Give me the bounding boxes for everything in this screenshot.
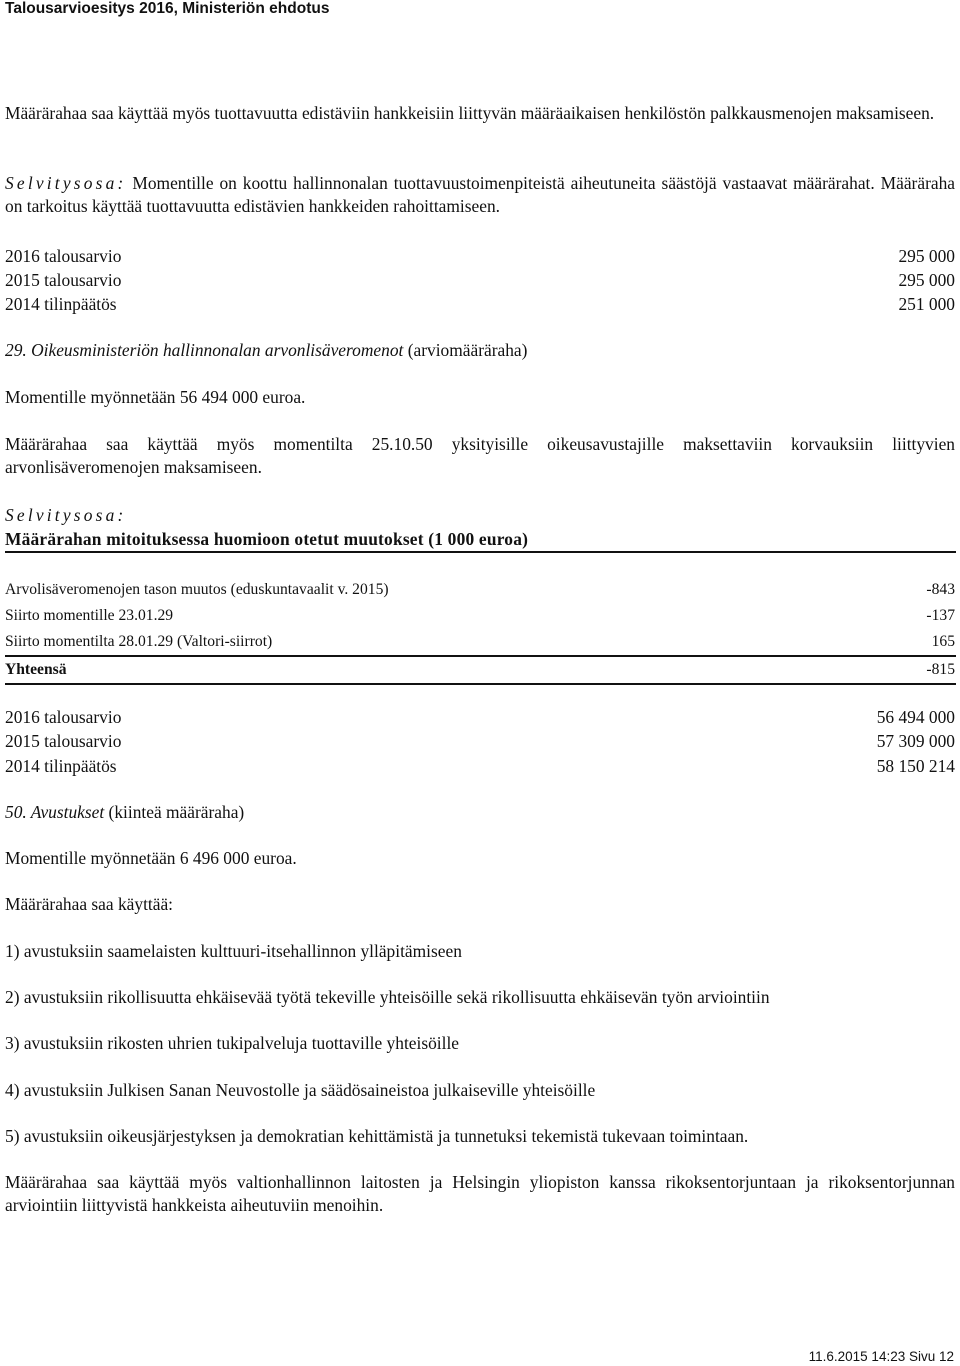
- budget-value: 58 150 214: [876, 756, 955, 776]
- paragraph-appropriation: Momentille myönnetään 6 496 000 euroa.: [5, 848, 297, 868]
- table-total-row: [5, 658, 955, 682]
- budget-value: 57 309 000: [876, 731, 955, 751]
- paragraph-usage: Määrärahaa saa käyttää myös momentilta 25.10.50 yksityisille oikeusavustajille maksettaviin korvauksiin liittyvien arvonlisäveromenojen maksamiseen.: [5, 434, 955, 477]
- table-cell-value: -137: [926, 607, 955, 624]
- budget-row: [5, 268, 955, 292]
- section-title: Avustukset: [26, 802, 105, 822]
- explanation-text: Momentille on koottu hallinnonalan tuottavuustoimenpiteistä aiheutuneita säästöjä vastaavat määrärahat. Määräraha on tarkoitus käyttää tuottavuutta edistävien hankkeiden rahoittamiseen.: [5, 173, 955, 216]
- table-title: Määrärahan mitoituksessa huomioon otetut muutokset (1 000 euroa): [5, 529, 529, 549]
- table-bottom-rule: [5, 683, 956, 685]
- explanation-label: Selvitysosa:: [5, 173, 127, 193]
- budget-value: 295 000: [898, 270, 955, 290]
- budget-value: 251 000: [898, 294, 955, 314]
- list-item: 2) avustuksiin rikollisuutta ehkäisevää työtä tekeville yhteisöille sekä rikollisuutta ehkäisevän työn arviointiin: [5, 987, 770, 1007]
- paragraph-usage-intro: Määrärahaa saa käyttää:: [5, 894, 173, 914]
- table-cell-label: Siirto momentille 23.01.29: [5, 607, 174, 624]
- list-item: 4) avustuksiin Julkisen Sanan Neuvostolle ja säädösaineistoa julkaiseville yhteisöille: [5, 1080, 596, 1100]
- section-heading-50: [5, 801, 955, 824]
- table-cell-label: Siirto momentilta 28.01.29 (Valtori-siirrot): [5, 633, 273, 650]
- table-top-rule: [5, 551, 956, 553]
- table-row: [5, 578, 955, 602]
- section-heading-29: [5, 339, 955, 362]
- list-item: 1) avustuksiin saamelaisten kulttuuri-itsehallinnon ylläpitämiseen: [5, 941, 462, 961]
- paragraph-research: Määrärahaa saa käyttää myös valtionhallinnon laitosten ja Helsingin yliopiston kanssa rikoksentorjuntaan ja rikoksentorjunnan arviointiin liittyvistä hankkeista aiheutuviin menoihin.: [5, 1172, 955, 1215]
- budget-label: 2016 talousarvio: [5, 707, 122, 727]
- table-total-rule: [5, 655, 956, 657]
- budget-row: [5, 729, 955, 753]
- table-cell-value: 165: [931, 633, 955, 650]
- section-number: 29.: [5, 340, 27, 360]
- budget-value: 295 000: [898, 246, 955, 266]
- budget-label: 2015 talousarvio: [5, 270, 122, 290]
- budget-label: 2015 talousarvio: [5, 731, 122, 751]
- list-item: 3) avustuksiin rikosten uhrien tukipalveluja tuottaville yhteisöille: [5, 1033, 460, 1053]
- explanation-paragraph: [5, 172, 955, 218]
- paragraph-staff-costs: Määrärahaa saa käyttää myös tuottavuutta edistäviin hankkeisiin liittyvän määräaikaisen henkilöstön palkkausmenojen maksamiseen.: [5, 103, 935, 123]
- section-number: 50.: [5, 802, 27, 822]
- list-item: 5) avustuksiin oikeusjärjestyksen ja demokratian kehittämistä ja tunnetuksi tekemistä tukevaan toimintaan.: [5, 1126, 749, 1146]
- budget-row: [5, 754, 955, 778]
- table-total-label: Yhteensä: [5, 661, 67, 678]
- document-header: Talousarvioesitys 2016, Ministeriön ehdotus: [5, 0, 330, 17]
- budget-label: 2016 talousarvio: [5, 246, 122, 266]
- table-total-value: -815: [926, 661, 955, 678]
- table-cell-value: -843: [926, 581, 955, 598]
- budget-label: 2014 tilinpäätös: [5, 294, 117, 314]
- budget-value: 56 494 000: [876, 707, 955, 727]
- table-cell-label: Arvolisäveromenojen tason muutos (eduskuntavaalit v. 2015): [5, 581, 389, 598]
- budget-row: [5, 292, 955, 316]
- paragraph-appropriation: Momentille myönnetään 56 494 000 euroa.: [5, 387, 306, 407]
- section-type: (arviomääräraha): [403, 340, 528, 360]
- explanation-label-2: Selvitysosa:: [5, 505, 127, 525]
- budget-row: [5, 244, 955, 268]
- section-type: (kiinteä määräraha): [104, 802, 245, 822]
- budget-row: [5, 705, 955, 729]
- table-row: [5, 604, 955, 628]
- budget-label: 2014 tilinpäätös: [5, 756, 117, 776]
- table-row: [5, 630, 955, 654]
- page-footer: 11.6.2015 14:23 Sivu 12: [808, 1349, 954, 1364]
- section-title: Oikeusministeriön hallinnonalan arvonlisäveromenot: [26, 340, 404, 360]
